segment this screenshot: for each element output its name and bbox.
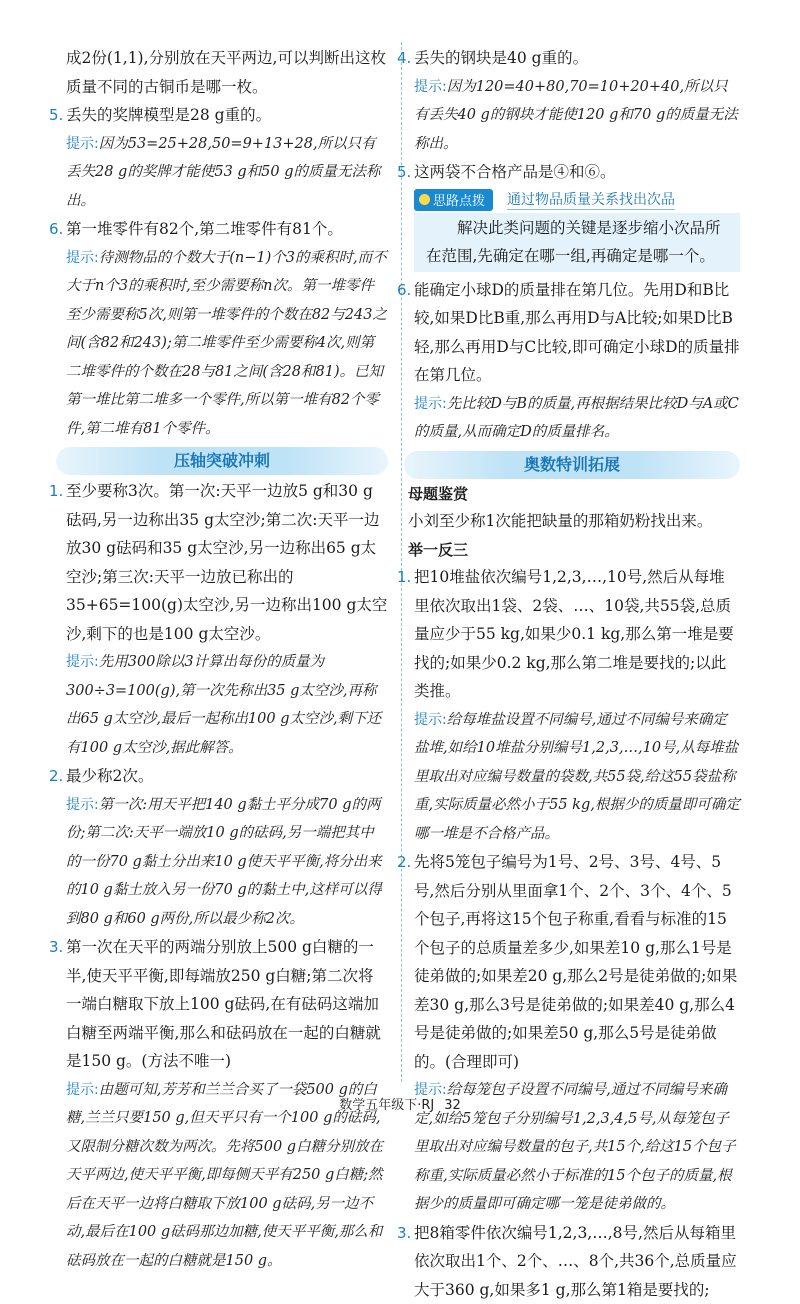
hint-text: 因为53=25+28,50=9+13+28,所以只有丢失28 g的奖牌才能使53 g和50 g的质量无法称出。 <box>66 136 381 209</box>
answer-6 <box>414 276 740 447</box>
continued-paragraph: 成2份(1,1),分别放在天平两边,可以判断出这枚质量不同的古铜币是哪一枚。 <box>66 44 388 101</box>
answer-5 <box>66 101 388 215</box>
answer-number: 5. <box>397 158 411 187</box>
hint-label: 提示: <box>66 250 99 266</box>
answer-6 <box>66 215 388 443</box>
answer-text: 能确定小球D的质量排在第几位。先用D和B比较,如果D比B重,那么再用D与A比较;如果D比B轻,那么再用D与C比较,即可确定小球D的质量排在第几位。 <box>414 281 740 385</box>
answer-text: 最少称2次。 <box>66 767 153 785</box>
answer-text: 这两袋不合格产品是④和⑥。 <box>414 163 616 181</box>
mother-problem-answer: 小刘至少称1次能把缺量的那箱奶粉找出来。 <box>408 507 740 536</box>
answer-number: 3. <box>397 1219 411 1248</box>
hint-label: 提示: <box>66 797 99 813</box>
column-divider <box>401 42 402 1082</box>
section-banner-olympiad: 奥数特训拓展 <box>404 451 740 479</box>
hint-label: 提示: <box>414 396 447 412</box>
tip-badge-label: 思路点拨 <box>433 190 485 209</box>
tip-title: 通过物品质量关系找出次品 <box>507 189 675 210</box>
hint-text: 因为120=40+80,70=10+20+40,所以只有丢失40 g的钢块才能使120 g和70 g的质量无法称出。 <box>414 79 738 152</box>
lightbulb-icon <box>419 194 430 205</box>
answer-number: 3. <box>49 933 63 962</box>
subheading-practice: 举一反三 <box>408 537 740 563</box>
hint-text: 给每笼包子设置不同编号,通过不同编号来确定,如给5笼包子分别编号1,2,3,4,5号,从每笼包子里取出对应编号数量的包子,共15个,给这15个包子称重,实际质量必然小于标准的15个包子的质量,根据少的质量即可确定哪一笼是徒弟做的。 <box>414 1082 736 1212</box>
answer-number: 1. <box>397 563 411 592</box>
answer-5 <box>414 158 740 187</box>
hint-label: 提示: <box>66 1082 99 1098</box>
hint-text: 由题可知,芳芳和兰兰合买了一袋500 g的白糖,兰兰只要150 g,但天平只有一个100 g的砝码,又限制分糖次数为两次。先将500 g白糖分别放在天平两边,使天平平衡,即每侧天平有250 g白糖;然后在天平一边将白糖取下放100 g砝码,另一边不动,最后在100 g砝码那边加糖,使天平平衡,那么和砝码放在一起的白糖就是150 g。 <box>66 1082 383 1269</box>
answer-number: 6. <box>397 276 411 305</box>
hint-text: 先比较D与B的质量,再根据结果比较D与A或C的质量,从而确定D的质量排名。 <box>414 396 739 441</box>
answer-text: 丢失的奖牌模型是28 g重的。 <box>66 106 271 124</box>
answer-text: 第一次在天平的两端分别放上500 g白糖的一半,使天平平衡,即每端放250 g白糖;第二次将一端白糖取下放上100 g砝码,在有砝码这端加白糖至两端平衡,那么和砝码放在一起的白糖就是150 g。(方法不唯一) <box>66 938 381 1070</box>
left-column <box>66 44 388 1275</box>
answer-number: 2. <box>49 762 63 791</box>
page-footer <box>0 1094 800 1113</box>
thinking-tip-box <box>414 189 740 272</box>
answer-text: 至少要称3次。第一次:天平一边放5 g和30 g砝码,另一边称出35 g太空沙;第二次:天平一边放30 g砝码和35 g太空沙,另一边称出65 g太空沙;第三次:天平一边放已称出的35+65=100(g)太空沙,另一边称出100 g太空沙,剩下的也是100 g太空沙。 <box>66 482 387 643</box>
breakthrough-answer-2 <box>66 762 388 933</box>
right-column <box>414 44 740 1304</box>
answer-text: 第一堆零件有82个,第二堆零件有81个。 <box>66 220 343 238</box>
hint-text: 先用300除以3计算出每份的质量为300÷3=100(g),第一次先称出35 g太空沙,再称出65 g太空沙,最后一起称出100 g太空沙,剩下还有100 g太空沙,据此解答。 <box>66 654 381 756</box>
answer-4 <box>414 44 740 158</box>
hint-text: 待测物品的个数大于(n−1)个3的乘积时,而不大于n个3的乘积时,至少需要称n次。第一堆零件至少需要称5次,则第一堆零件的个数在82与243之间(含82和243);第二堆零件至少需要称4次,则第二堆零件的个数在28与81之间(含28和81)。已知第一堆比第二堆多一个零件,所以第一堆有82个零件,第二堆有81个零件。 <box>66 250 387 437</box>
subheading-mother-problem: 母题鉴赏 <box>408 481 740 507</box>
tip-body: 解决此类问题的关键是逐步缩小次品所在范围,先确定在哪一组,再确定是哪一个。 <box>414 213 740 272</box>
practice-answer-2 <box>414 848 740 1219</box>
answer-text: 丢失的钢块是40 g重的。 <box>414 49 588 67</box>
section-banner-breakthrough: 压轴突破冲刺 <box>56 447 388 475</box>
practice-answer-3 <box>414 1219 740 1304</box>
answer-number: 6. <box>49 215 63 244</box>
answer-number: 4. <box>397 44 411 73</box>
hint-label: 提示: <box>66 654 99 670</box>
answer-text: 先将5笼包子编号为1号、2号、3号、4号、5号,然后分别从里面拿1个、2个、3个、4个、5个包子,再将这15个包子称重,看看与标准的15个包子的总质量差多少,如果差10 g,那么1号是徒弟做的;如果差20 g,那么2号是徒弟做的;如果差30 g,那么3号是徒弟做的;如果差40 g,那么4号是徒弟做的;如果差50 g,那么5号是徒弟做的。(合理即可) <box>414 853 737 1071</box>
hint-label: 提示: <box>414 1082 447 1098</box>
practice-answer-1 <box>414 563 740 848</box>
breakthrough-answer-1 <box>66 477 388 762</box>
answer-number: 5. <box>49 101 63 130</box>
answer-number: 2. <box>397 848 411 877</box>
tip-badge <box>414 189 493 211</box>
answer-text: 把10堆盐依次编号1,2,3,…,10号,然后从每堆里依次取出1袋、2袋、…、10袋,共55袋,总质量应少于55 kg,如果少0.1 kg,那么第一堆是要找的;如果少0.2 kg,那么第二堆是要找的;以此类推。 <box>414 568 734 700</box>
book-title: 数学五年级下·RJ <box>339 1098 434 1113</box>
hint-text: 给每堆盐设置不同编号,通过不同编号来确定盐堆,如给10堆盐分别编号1,2,3,…,10号,从每堆盐里取出对应编号数量的袋数,共55袋,给这55袋盐称重,实际质量必然小于55 kg,根据少的质量即可确定哪一堆是不合格产品。 <box>414 712 740 842</box>
page-number: 32 <box>444 1098 461 1113</box>
hint-label: 提示: <box>414 712 447 728</box>
answer-text: 把8箱零件依次编号1,2,3,…,8号,然后从每箱里依次取出1个、2个、…、8个,共36个,总质量应大于360 g,如果多1 g,那么第1箱是要找的; <box>414 1224 737 1299</box>
hint-text: 第一次:用天平把140 g黏土平分成70 g的两份;第二次:天平一端放10 g的砝码,另一端把其中的一份70 g黏土分出来10 g使天平平衡,将分出来的10 g黏土放入另一份70 g的黏土中,这样可以得到80 g和60 g两份,所以最少称2次。 <box>66 797 382 927</box>
answer-number: 1. <box>49 477 63 506</box>
hint-label: 提示: <box>66 136 99 152</box>
hint-label: 提示: <box>414 79 447 95</box>
